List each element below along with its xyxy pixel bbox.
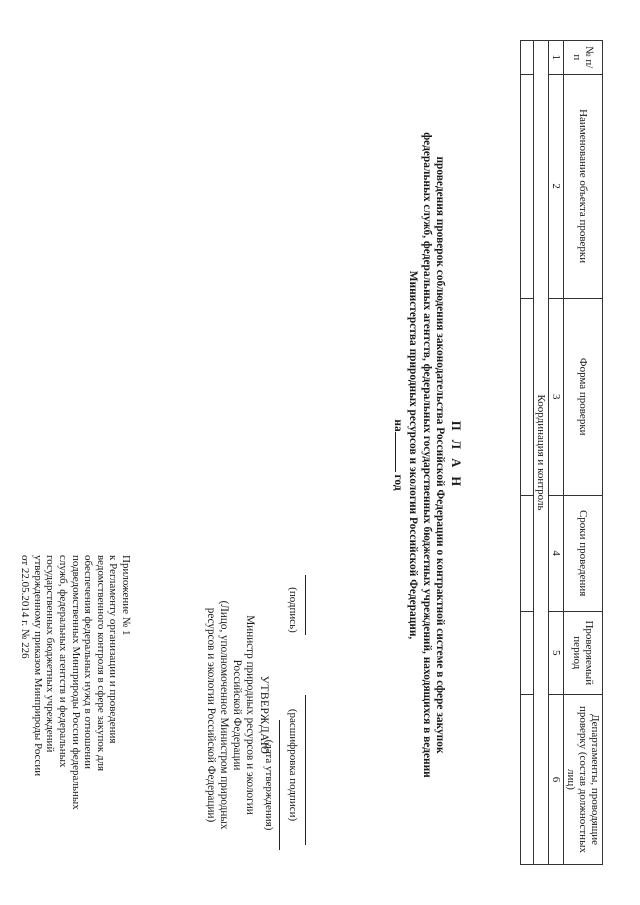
- annex-line: обеспечения федеральных нужд в отношении: [82, 555, 95, 770]
- year-suffix: год: [392, 474, 405, 491]
- approval-line: (Лицо, уполномоченное Министром природных: [218, 600, 230, 830]
- table-cell: [521, 694, 534, 864]
- number-cell: 3: [549, 298, 564, 495]
- annex-line: утвержденному приказом Минприроды России: [31, 555, 44, 777]
- table-cell: [521, 298, 534, 495]
- plan-heading: [391, 60, 462, 850]
- annex-line: подведомственных Минприроды России федеральных: [69, 555, 82, 810]
- annex-line: служб, федеральных агентств и федеральных: [57, 555, 70, 768]
- header-cell: Департаменты, проводящие проверку (состав должностных лиц): [564, 694, 603, 864]
- annex-block: [19, 555, 132, 860]
- header-cell: Наименование объекта проверки: [564, 74, 603, 298]
- decryption-line: [305, 695, 306, 845]
- signature-line: [305, 575, 306, 635]
- table-cell: [521, 74, 534, 298]
- plan-table: [520, 40, 603, 865]
- number-cell: 5: [549, 611, 564, 694]
- table-cell: [521, 41, 534, 75]
- approval-line: ресурсов и экологии Российской Федерации): [205, 607, 217, 823]
- number-cell: 6: [549, 694, 564, 864]
- approval-line: Российской Федерации: [231, 659, 243, 771]
- table-number-row: [549, 41, 564, 865]
- approval-line: Министр природных ресурсов и экологии: [244, 615, 256, 815]
- approval-title: УТВЕРЖДАЮ: [258, 675, 270, 755]
- plan-heading-line: федеральных служб, федеральных агентств, федеральных государственных бюджетных учреждений, находящихся в ведении: [420, 132, 433, 778]
- number-cell: 2: [549, 74, 564, 298]
- plan-heading-line: проведения проверок соблюдения законодательства Российской Федерации о контрактной системе в сфере закупок: [433, 156, 446, 754]
- section-cell: Координация и контроль: [534, 41, 549, 865]
- date-line: [279, 720, 280, 850]
- signature-label: (подпись): [287, 587, 299, 633]
- table-section-row: [534, 41, 549, 865]
- number-cell: 4: [549, 495, 564, 611]
- number-cell: 1: [549, 41, 564, 75]
- year-blank: [395, 432, 406, 472]
- table-header-row: [564, 41, 603, 865]
- header-cell: Проверяемый период: [564, 611, 603, 694]
- header-cell: Форма проверки: [564, 298, 603, 495]
- plan-year-line: [391, 60, 406, 850]
- header-cell: Сроки проведения: [564, 495, 603, 611]
- year-prefix: на: [392, 419, 405, 432]
- signature-block: [258, 545, 328, 875]
- annex-line: к Регламенту организации и проведения: [107, 555, 120, 744]
- annex-line: ведомственного контроля в сфере закупок для: [94, 555, 107, 772]
- header-cell: № п/п: [564, 41, 603, 75]
- plan-heading-line: Министерства природных ресурсов и экологии Российской Федерации,: [407, 270, 420, 640]
- annex-line: от 22.05.2014 г. № 226: [19, 555, 32, 659]
- annex-line: Приложение № 1: [120, 555, 132, 636]
- plan-title: П Л А Н: [449, 420, 463, 490]
- table-cell: [521, 611, 534, 694]
- table-cell: [521, 495, 534, 611]
- decryption-label: (расшифровка подписи): [287, 708, 299, 822]
- annex-line: государственных бюджетных учреждений: [44, 555, 57, 753]
- date-label: (дата утверждения): [263, 739, 275, 831]
- table-row: [521, 41, 534, 865]
